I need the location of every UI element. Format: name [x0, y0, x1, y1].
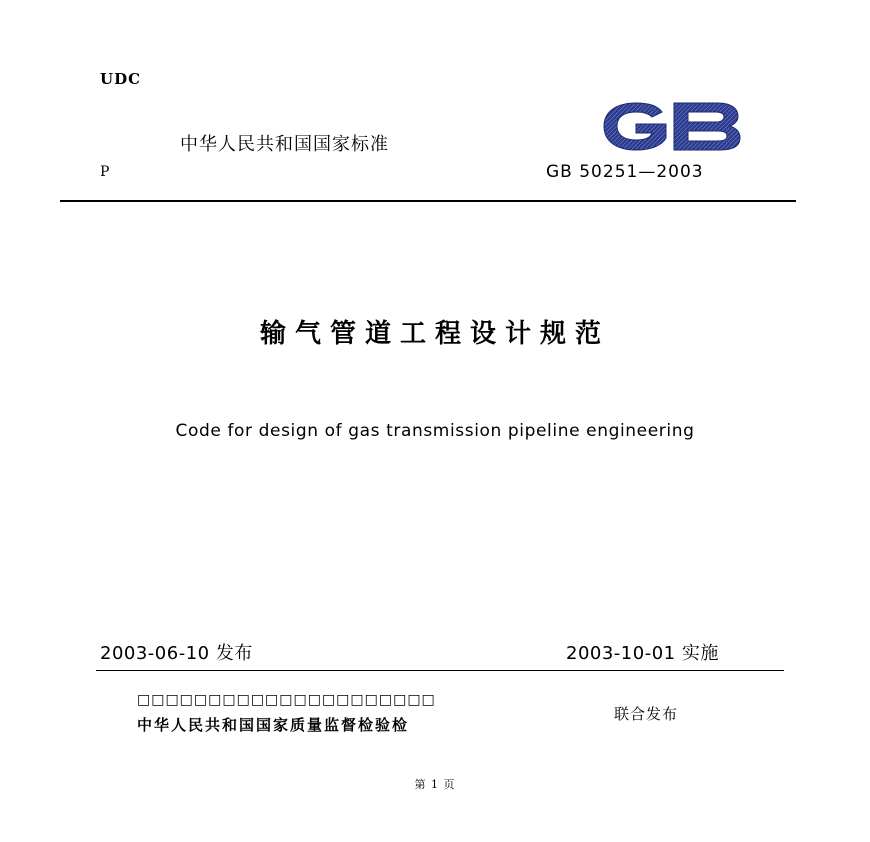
joint-publish-label: 联合发布 [614, 705, 679, 723]
publish-date: 2003-06-10 发布 [100, 643, 253, 664]
issuer-line-2: 中华人民共和国国家质量监督检验检 [137, 716, 410, 734]
udc-label: UDC [100, 70, 142, 88]
title-chinese: 输气管道工程设计规范 [259, 319, 610, 349]
standard-number: GB 50251—2003 [546, 162, 704, 182]
footer-divider [96, 670, 784, 671]
header-divider [60, 200, 796, 202]
title-english: Code for design of gas transmission pipeline engineering [175, 421, 695, 441]
gb-logo [600, 100, 742, 152]
p-code: P [100, 164, 110, 180]
implement-date: 2003-10-01 实施 [566, 643, 719, 664]
page-number: 第 1 页 [414, 778, 456, 791]
issuer-line-1: □□□□□□□□□□□□□□□□□□□□□ [137, 692, 436, 708]
standard-type: 中华人民共和国国家标准 [180, 134, 389, 155]
